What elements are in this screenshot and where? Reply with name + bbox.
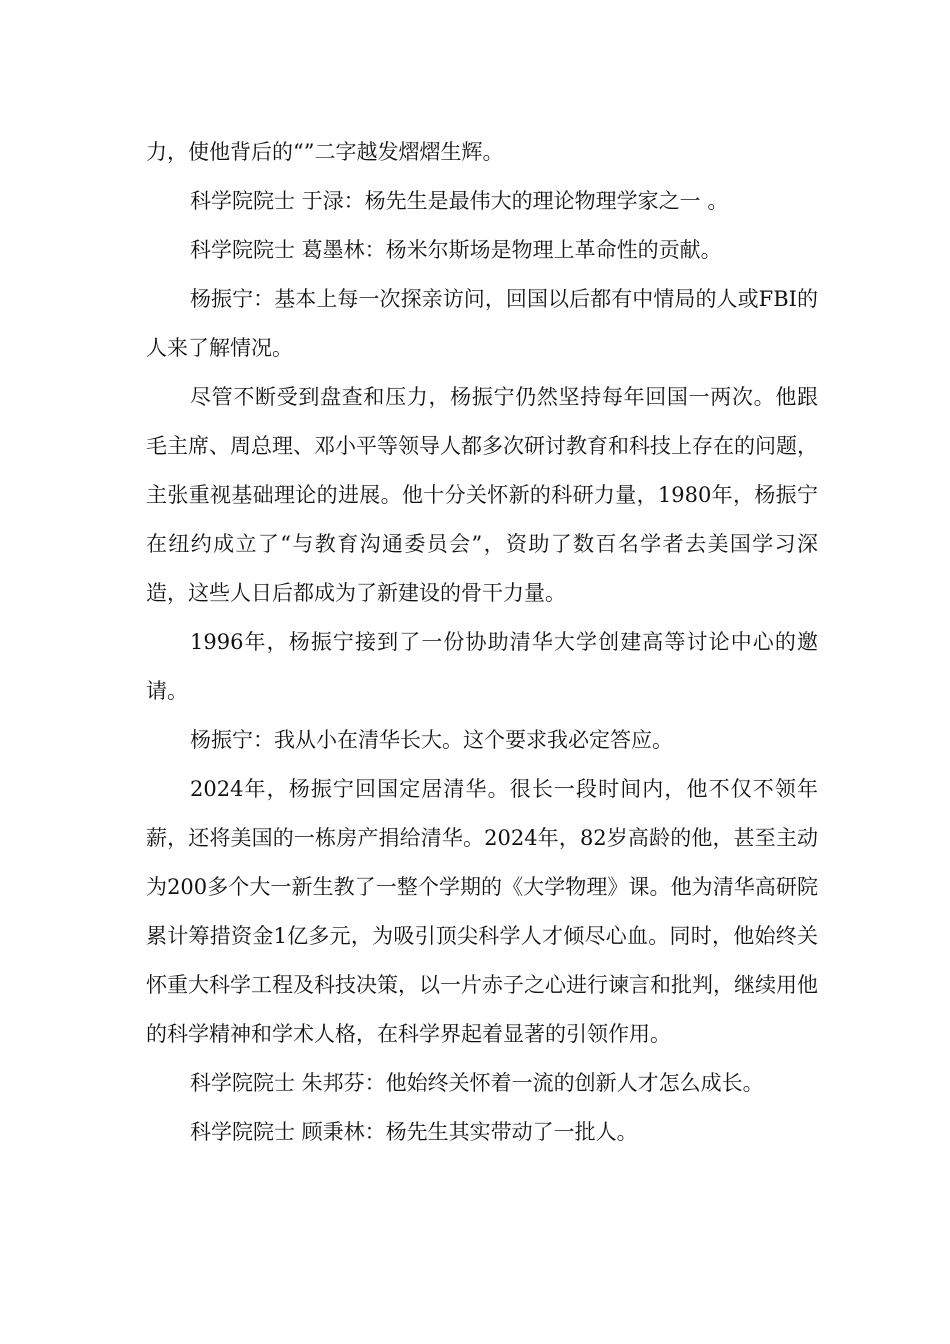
paragraph: 科学院院士 朱邦芬：他始终关怀着一流的创新人才怎么成长。 bbox=[190, 1071, 764, 1095]
paragraph: 尽管不断受到盘查和压力，杨振宁仍然坚持每年回国一两次。他跟毛主席、周总理、邓小平等领导人都多次研讨教育和科技上存在的问题，主张重视基础理论的进展。他十分关怀新的科研力量，1980年，杨振宁在纽约成立了“与教育沟通委员会”，资助了数百名学者去美国学习深造，这些人日后都成为了新建设的骨干力量。 bbox=[146, 385, 818, 605]
document-body bbox=[146, 128, 818, 1157]
paragraph: 杨振宁：基本上每一次探亲访问，回国以后都有中情局的人或FBI的人来了解情况。 bbox=[146, 287, 818, 360]
paragraph: 1996年，杨振宁接到了一份协助清华大学创建高等讨论中心的邀请。 bbox=[146, 630, 818, 703]
paragraph: 科学院院士 葛墨林：杨米尔斯场是物理上革命性的贡献。 bbox=[190, 238, 722, 262]
paragraph: 科学院院士 于渌：杨先生是最伟大的理论物理学家之一 。 bbox=[190, 189, 729, 213]
paragraph: 杨振宁：我从小在清华长大。这个要求我必定答应。 bbox=[190, 728, 673, 752]
paragraph: 力，使他背后的“”二字越发熠熠生辉。 bbox=[146, 140, 504, 164]
paragraph: 科学院院士 顾秉林：杨先生其实带动了一批人。 bbox=[190, 1120, 638, 1144]
paragraph: 2024年，杨振宁回国定居清华。很长一段时间内，他不仅不领年薪，还将美国的一栋房产捐给清华。2024年，82岁高龄的他，甚至主动为200多个大一新生教了一整个学期的《大学物理》课。他为清华高研院累计筹措资金1亿多元，为吸引顶尖科学人才倾尽心血。同时，他始终关怀重大科学工程及科技决策，以一片赤子之心进行谏言和批判，继续用他的科学精神和学术人格，在科学界起着显著的引领作用。 bbox=[146, 777, 818, 1046]
